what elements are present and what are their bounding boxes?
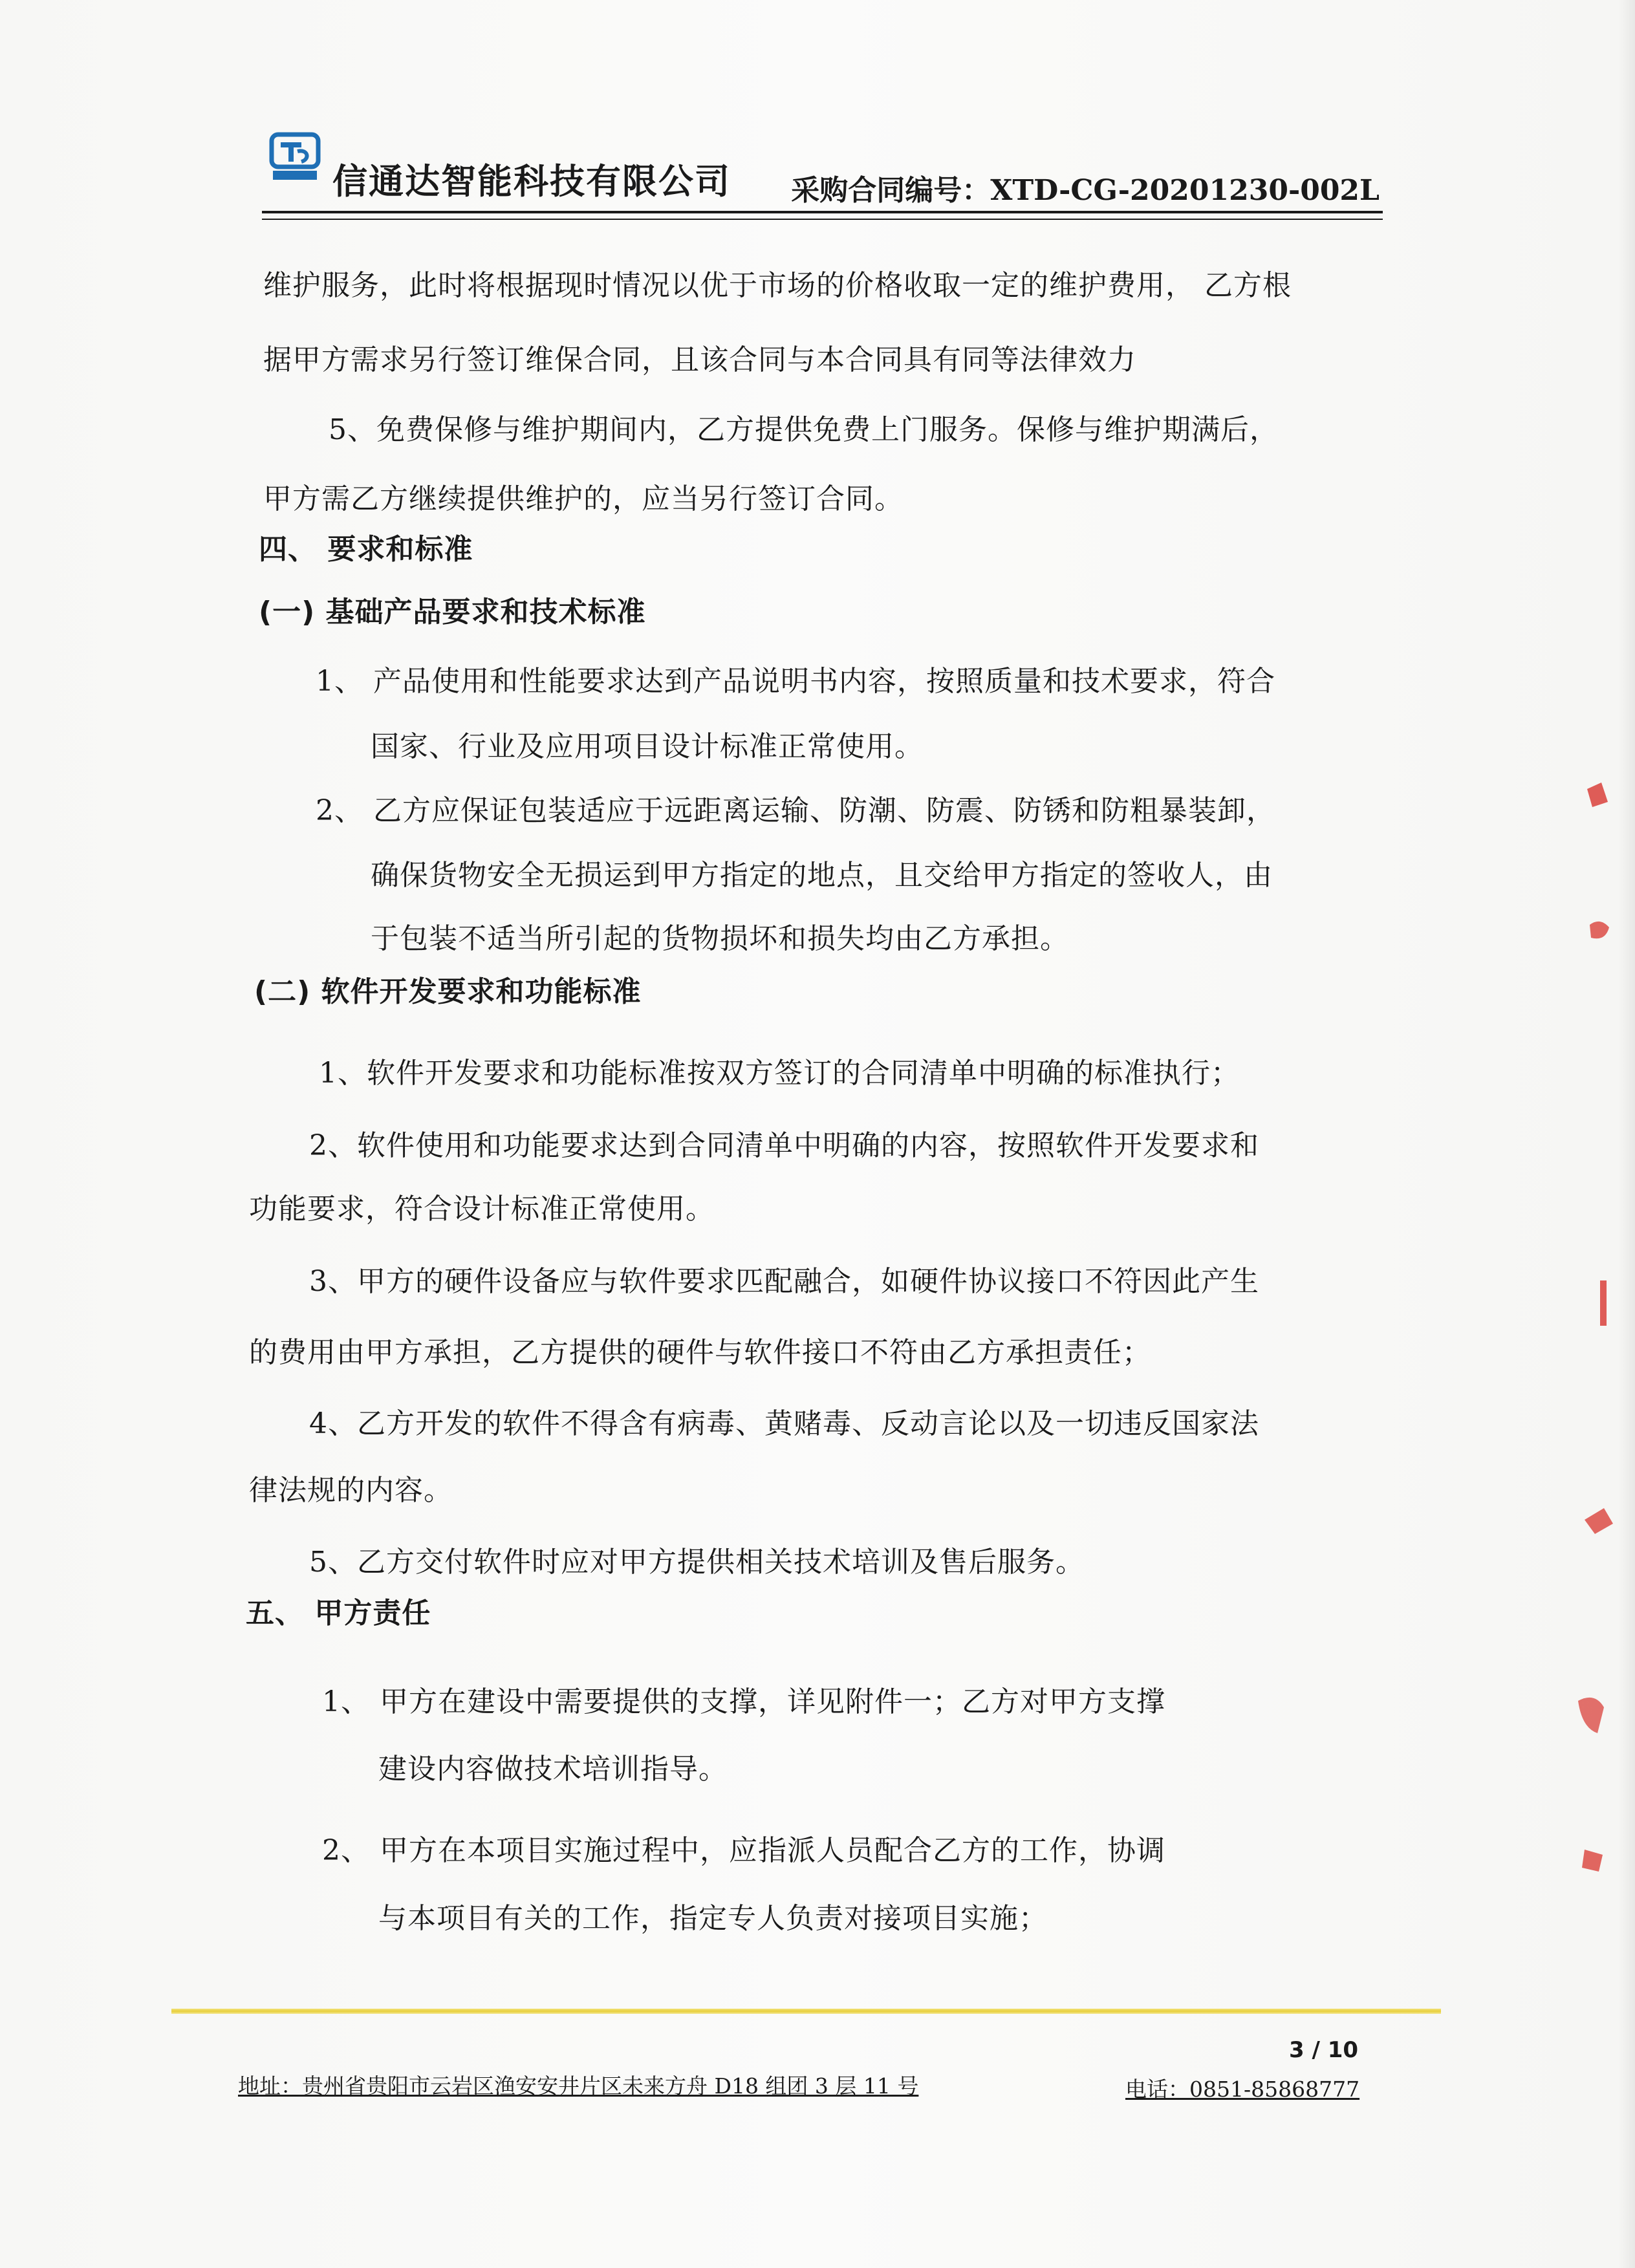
footer-divider (171, 2009, 1441, 2014)
paragraph-line: 1、 甲方在建设中需要提供的支撑，详见附件一；乙方对甲方支撑 (322, 1685, 1165, 1718)
paragraph-line: 甲方需乙方继续提供维护的，应当另行签订合同。 (263, 482, 904, 515)
paragraph-line: 功能要求，符合设计标准正常使用。 (249, 1193, 715, 1226)
subsection-heading-4-1: (一) 基础产品要求和技术标准 (259, 596, 646, 629)
footer-address: 地址：贵州省贵阳市云岩区渔安安井片区未来方舟 D18 组团 3 层 11 号 (238, 2073, 919, 2099)
section-heading-4: 四、 要求和标准 (259, 533, 473, 566)
paragraph-line: 律法规的内容。 (249, 1474, 453, 1507)
company-logo-icon (268, 129, 322, 184)
contract-number: 采购合同编号：XTD-CG-20201230-002L (791, 174, 1380, 207)
company-name: 信通达智能科技有限公司 (332, 161, 731, 202)
paragraph-line: 维护服务，此时将根据现时情况以优于市场的价格收取一定的维护费用， 乙方根 (263, 269, 1292, 302)
subsection-heading-4-2: (二) 软件开发要求和功能标准 (254, 975, 642, 1008)
page-edge-shadow (1618, 0, 1635, 2268)
paragraph-line: 与本项目有关的工作，指定专人负责对接项目实施； (378, 1902, 1048, 1935)
paragraph-line: 的费用由甲方承担，乙方提供的硬件与软件接口不符由乙方承担责任； (249, 1336, 1151, 1369)
header-divider (262, 211, 1383, 213)
paragraph-line: 2、 甲方在本项目实施过程中，应指派人员配合乙方的工作，协调 (322, 1834, 1165, 1867)
paragraph-line: 据甲方需求另行签订维保合同，且该合同与本合同具有同等法律效力 (263, 343, 1136, 376)
paragraph-line: 2、 乙方应保证包装适应于远距离运输、防潮、防震、防锈和防粗暴装卸， (316, 794, 1275, 827)
paragraph-line: 1、 产品使用和性能要求达到产品说明书内容，按照质量和技术要求，符合 (316, 665, 1275, 698)
paragraph-line: 2、软件使用和功能要求达到合同清单中明确的内容，按照软件开发要求和 (309, 1129, 1259, 1162)
paragraph-line: 3、甲方的硬件设备应与软件要求匹配融合，如硬件协议接口不符因此产生 (309, 1265, 1259, 1298)
paragraph-line: 5、乙方交付软件时应对甲方提供相关技术培训及售后服务。 (309, 1546, 1085, 1579)
paragraph-line: 确保货物安全无损运到甲方指定的地点，且交给甲方指定的签收人，由 (371, 859, 1273, 892)
header-divider-thin (262, 219, 1383, 220)
paragraph-line: 国家、行业及应用项目设计标准正常使用。 (371, 730, 924, 763)
paragraph-line: 1、软件开发要求和功能标准按双方签订的合同清单中明确的标准执行； (319, 1057, 1240, 1090)
page-number: 3 / 10 (1289, 2037, 1359, 2063)
paragraph-line: 5、免费保修与维护期间内，乙方提供免费上门服务。保修与维护期满后， (329, 413, 1279, 446)
paragraph-line: 于包装不适当所引起的货物损坏和损失均由乙方承担。 (371, 922, 1069, 955)
paragraph-line: 建设内容做技术培训指导。 (378, 1753, 728, 1786)
paragraph-line: 4、乙方开发的软件不得含有病毒、黄赌毒、反动言论以及一切违反国家法 (309, 1407, 1259, 1440)
footer-phone: 电话：0851-85868777 (1125, 2077, 1360, 2102)
section-heading-5: 五、 甲方责任 (246, 1597, 431, 1630)
